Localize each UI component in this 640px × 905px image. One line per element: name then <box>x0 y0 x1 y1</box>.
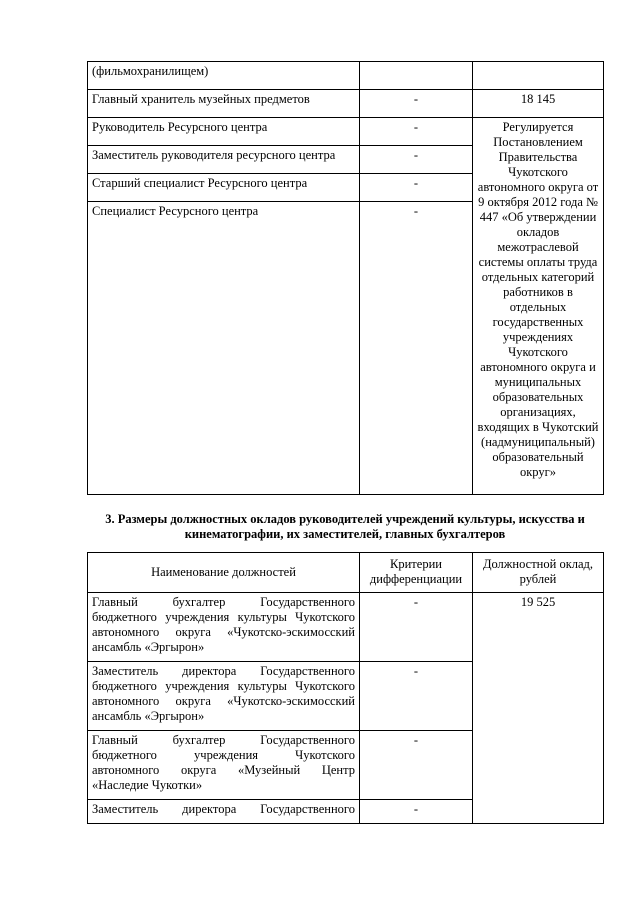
position-cell: Руководитель Ресурсного центра <box>88 118 360 146</box>
salary-cell: 19 525 <box>473 593 604 824</box>
table-row <box>88 593 604 662</box>
criteria-cell: - <box>360 662 473 731</box>
criteria-cell: - <box>360 146 473 174</box>
position-cell: Главный бухгалтер Государственного бюджетного учреждения культуры Чукотского автономного округа «Чукотско-эскимосский ансамбль «Эргырон» <box>88 593 360 662</box>
criteria-cell: - <box>360 118 473 146</box>
criteria-cell <box>360 62 473 90</box>
salary-cell: 18 145 <box>473 90 604 118</box>
salary-cell <box>473 62 604 90</box>
position-cell: Заместитель директора Государственного бюджетного учреждения культуры Чукотского автономного округа «Чукотско-эскимосский ансамбль «Эргырон» <box>88 662 360 731</box>
table-row <box>88 90 604 118</box>
salary-table-section3 <box>87 552 604 824</box>
table-header-row <box>88 553 604 593</box>
position-cell: Заместитель директора Государственного <box>88 800 360 824</box>
salary-table-continued <box>87 61 604 495</box>
criteria-cell: - <box>360 593 473 662</box>
section-heading: 3. Размеры должностных окладов руководителей учреждений культуры, искусства и кинематографии, их заместителей, главных бухгалтеров <box>105 512 585 541</box>
header-position: Наименование должностей <box>88 553 360 593</box>
criteria-cell: - <box>360 731 473 800</box>
table-row <box>88 118 604 146</box>
criteria-cell: - <box>360 90 473 118</box>
criteria-cell: - <box>360 800 473 824</box>
criteria-cell: - <box>360 202 473 495</box>
position-cell: (фильмохранилищем) <box>88 62 360 90</box>
header-criteria: Критерии дифференциации <box>360 553 473 593</box>
position-cell: Главный бухгалтер Государственного бюджетного учреждения Чукотского автономного округа «Музейный Центр «Наследие Чукотки» <box>88 731 360 800</box>
criteria-cell: - <box>360 174 473 202</box>
position-cell: Старший специалист Ресурсного центра <box>88 174 360 202</box>
position-cell: Специалист Ресурсного центра <box>88 202 360 495</box>
position-cell: Главный хранитель музейных предметов <box>88 90 360 118</box>
header-salary: Должностной оклад, рублей <box>473 553 604 593</box>
salary-regulation-cell: Регулируется Постановлением Правительства Чукотского автономного округа от 9 октября 2012 года № 447 «Об утверждении окладов межотраслевой системы оплаты труда отдельных категорий работников в отдельных государственных учреждениях Чукотского автономного округа и муниципальных образовательных организациях, входящих в Чукотский (надмуниципальный) образовательный округ» <box>473 118 604 495</box>
position-cell: Заместитель руководителя ресурсного центра <box>88 146 360 174</box>
table-row <box>88 62 604 90</box>
